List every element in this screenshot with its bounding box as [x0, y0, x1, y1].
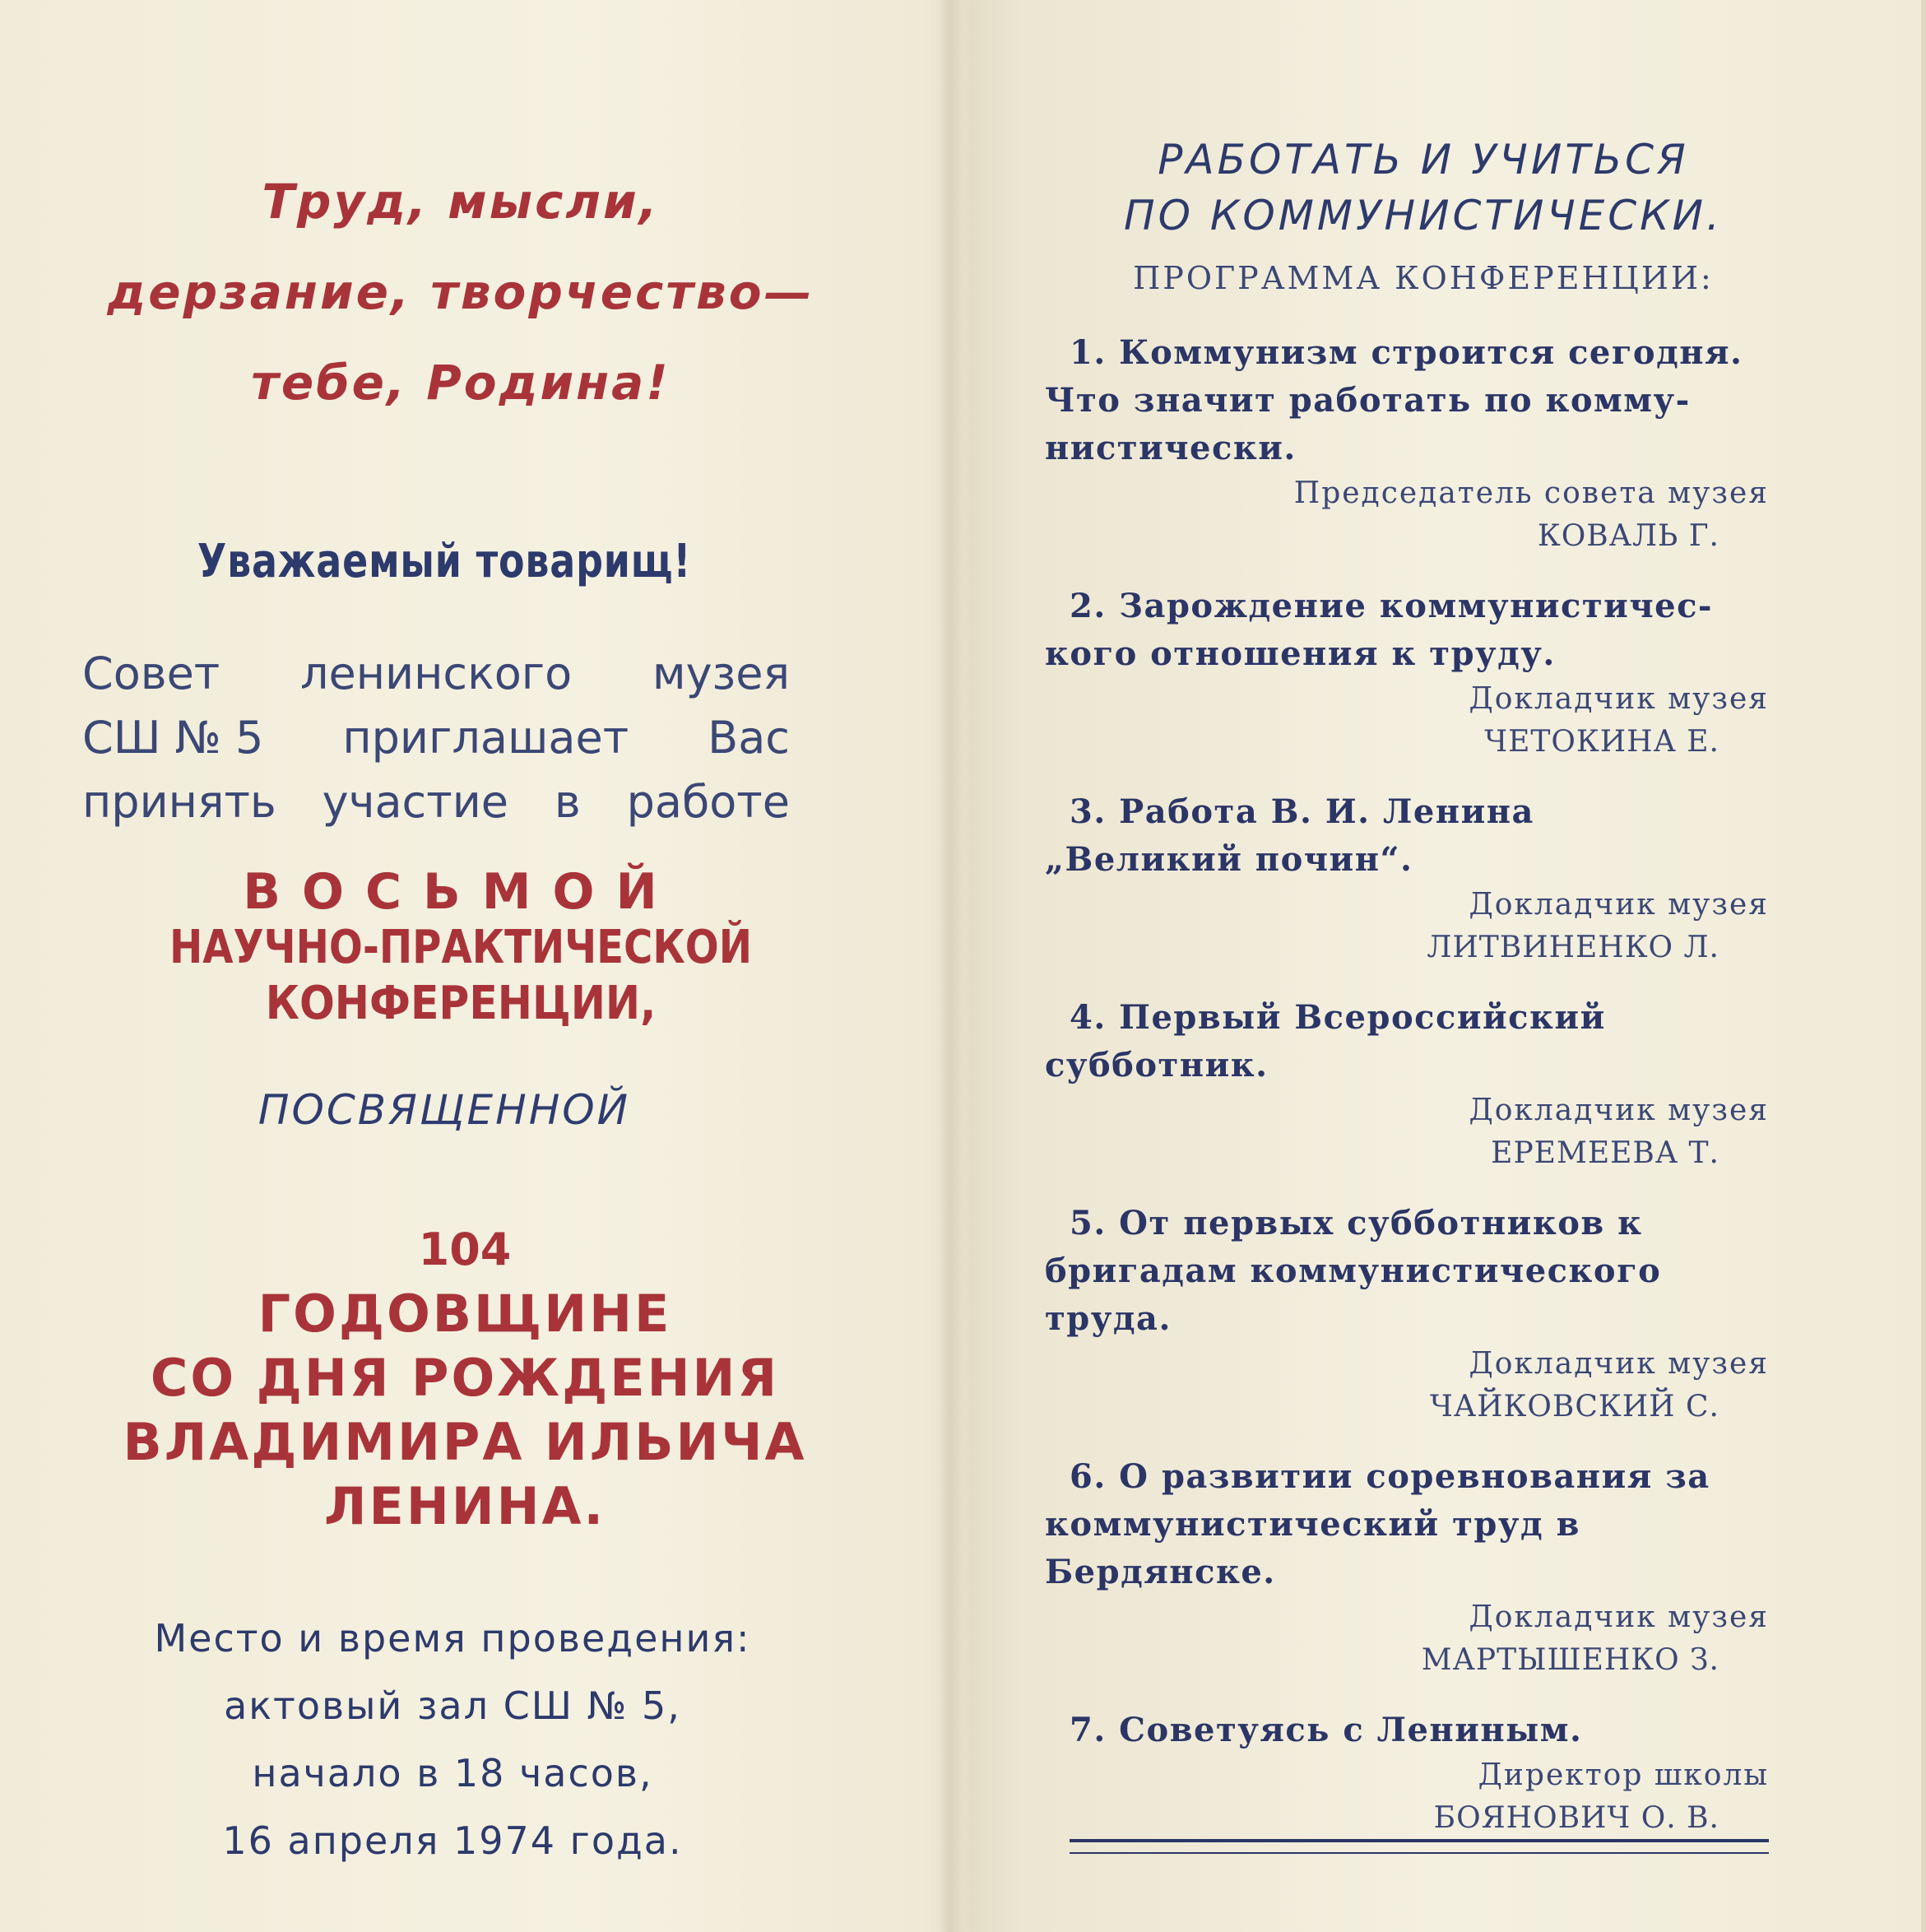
- title-line: 5. От первых субботников к: [1070, 1204, 1643, 1242]
- program-item-speaker: [1045, 472, 1785, 558]
- anniversary-line: ГОДОВЩИНЕ: [258, 1284, 672, 1344]
- anniversary: [49, 1218, 880, 1539]
- motto-line: ПО КОММУНИСТИЧЕСКИ.: [1124, 192, 1723, 239]
- slogan-line: дерзание, творчество—: [107, 264, 814, 320]
- title-line: 2. Зарождение коммунистичес-: [1070, 587, 1714, 625]
- right-page: [963, 0, 1926, 1932]
- speaker-name: ЛИТВИНЕНКО Л.: [1427, 931, 1719, 964]
- word: приглашает: [342, 712, 629, 764]
- center-fold: [938, 0, 963, 1932]
- program-item-speaker: [1045, 884, 1785, 969]
- program-heading: ПРОГРАММА КОНФЕРЕНЦИИ:: [1133, 260, 1714, 296]
- program-list: [1045, 329, 1785, 1865]
- word: участие: [322, 776, 509, 828]
- conference-title-line: КОНФЕРЕНЦИИ,: [265, 977, 657, 1030]
- speaker-name: ЕРЕМЕЕВА Т.: [1491, 1136, 1719, 1170]
- title-line: 6. О развитии соревнования за: [1070, 1457, 1710, 1496]
- title-line: труда.: [1045, 1299, 1172, 1338]
- program-item: [1045, 994, 1785, 1175]
- anniversary-line: СО ДНЯ РОЖДЕНИЯ: [150, 1348, 780, 1408]
- word: принять: [82, 776, 276, 828]
- invitation-line: [82, 770, 790, 834]
- program-item: [1045, 1453, 1785, 1682]
- word: Вас: [708, 712, 790, 764]
- program-item-speaker: [1045, 678, 1785, 764]
- program-item: [1045, 788, 1785, 969]
- program-item: [1045, 329, 1785, 558]
- title-line: Бердянске.: [1045, 1553, 1276, 1591]
- program-item: [1045, 1707, 1785, 1840]
- invitation-text: [82, 642, 790, 834]
- venue-line: Место и время проведения:: [154, 1616, 751, 1660]
- speaker-role: Докладчик музея: [1469, 888, 1769, 922]
- title-line: 3. Работа В. И. Ленина: [1070, 792, 1534, 831]
- venue-info: [90, 1605, 814, 1874]
- program-item-speaker: [1045, 1754, 1785, 1840]
- anniversary-line: ВЛАДИМИРА ИЛЬИЧА: [123, 1412, 807, 1472]
- speaker-role: Докладчик музея: [1469, 1347, 1769, 1381]
- word: музея: [652, 648, 790, 699]
- program-item-speaker: [1045, 1343, 1785, 1428]
- title-line: 4. Первый Всероссийский: [1070, 998, 1606, 1037]
- dedicated-label: ПОСВЯЩЕННОЙ: [258, 1086, 631, 1134]
- title-line: нистически.: [1045, 429, 1297, 467]
- word: ленинского: [299, 648, 573, 699]
- program-item-speaker: [1045, 1089, 1785, 1175]
- program-item-title: [1045, 1707, 1785, 1754]
- program-item: [1045, 583, 1785, 764]
- program-item-title: [1045, 329, 1785, 472]
- bottom-double-rule: [1070, 1839, 1769, 1854]
- program-item-title: [1045, 788, 1785, 884]
- invitation-line: [82, 706, 790, 770]
- greeting: Уважаемый товарищ!: [197, 535, 692, 588]
- word: СШ № 5: [82, 712, 264, 764]
- speaker-name: ЧЕТОКИНА Е.: [1484, 725, 1719, 759]
- conference-title-line: НАУЧНО-ПРАКТИЧЕСКОЙ: [169, 921, 753, 974]
- speaker-name: БОЯНОВИЧ О. В.: [1433, 1801, 1719, 1835]
- program-item-title: [1045, 1453, 1785, 1596]
- conference-title: [49, 864, 872, 1032]
- word: работе: [626, 776, 790, 828]
- title-line: „Великий почин“.: [1045, 840, 1413, 879]
- speaker-role: Председатель совета музея: [1293, 476, 1769, 510]
- program-item-title: [1045, 994, 1785, 1089]
- invitation-line: [82, 642, 790, 706]
- speaker-role: Докладчик музея: [1469, 1094, 1769, 1127]
- title-line: 1. Коммунизм строится сегодня.: [1070, 333, 1743, 372]
- title-line: субботник.: [1045, 1046, 1269, 1084]
- anniversary-line: ЛЕНИНА.: [323, 1476, 606, 1536]
- speaker-role: Докладчик музея: [1469, 1600, 1769, 1634]
- venue-line: актовый зал СШ № 5,: [224, 1684, 681, 1728]
- title-line: бригадам коммунистического: [1045, 1252, 1662, 1290]
- word: Совет: [82, 648, 220, 699]
- venue-line: начало в 18 часов,: [252, 1751, 653, 1795]
- venue-line: 16 апреля 1974 года.: [222, 1818, 683, 1863]
- title-line: коммунистический труд в: [1045, 1505, 1580, 1544]
- word: в: [554, 776, 581, 828]
- speaker-role: Докладчик музея: [1469, 682, 1769, 716]
- speaker-name: КОВАЛЬ Г.: [1537, 519, 1719, 553]
- left-page: [0, 0, 938, 1932]
- title-line: Что значит работать по комму-: [1045, 381, 1691, 420]
- program-item-title: [1045, 1200, 1785, 1343]
- title-line: 7. Советуясь с Лениным.: [1070, 1711, 1583, 1749]
- program-item-speaker: [1045, 1596, 1785, 1682]
- program-item: [1045, 1200, 1785, 1428]
- motto: [1012, 132, 1835, 244]
- anniversary-number: 104: [418, 1224, 512, 1275]
- slogan: [66, 156, 856, 428]
- speaker-name: ЧАЙКОВСКИЙ С.: [1430, 1390, 1719, 1423]
- speaker-name: МАРТЫШЕНКО З.: [1421, 1643, 1719, 1677]
- speaker-role: Директор школы: [1478, 1758, 1769, 1792]
- motto-line: РАБОТАТЬ И УЧИТЬСЯ: [1158, 136, 1689, 183]
- program-item-title: [1045, 583, 1785, 678]
- conference-title-line: ВОСЬМОЙ: [243, 863, 679, 921]
- slogan-line: тебе, Родина!: [251, 355, 671, 411]
- title-line: кого отношения к труду.: [1045, 634, 1556, 673]
- slogan-line: Труд, мысли,: [262, 174, 660, 230]
